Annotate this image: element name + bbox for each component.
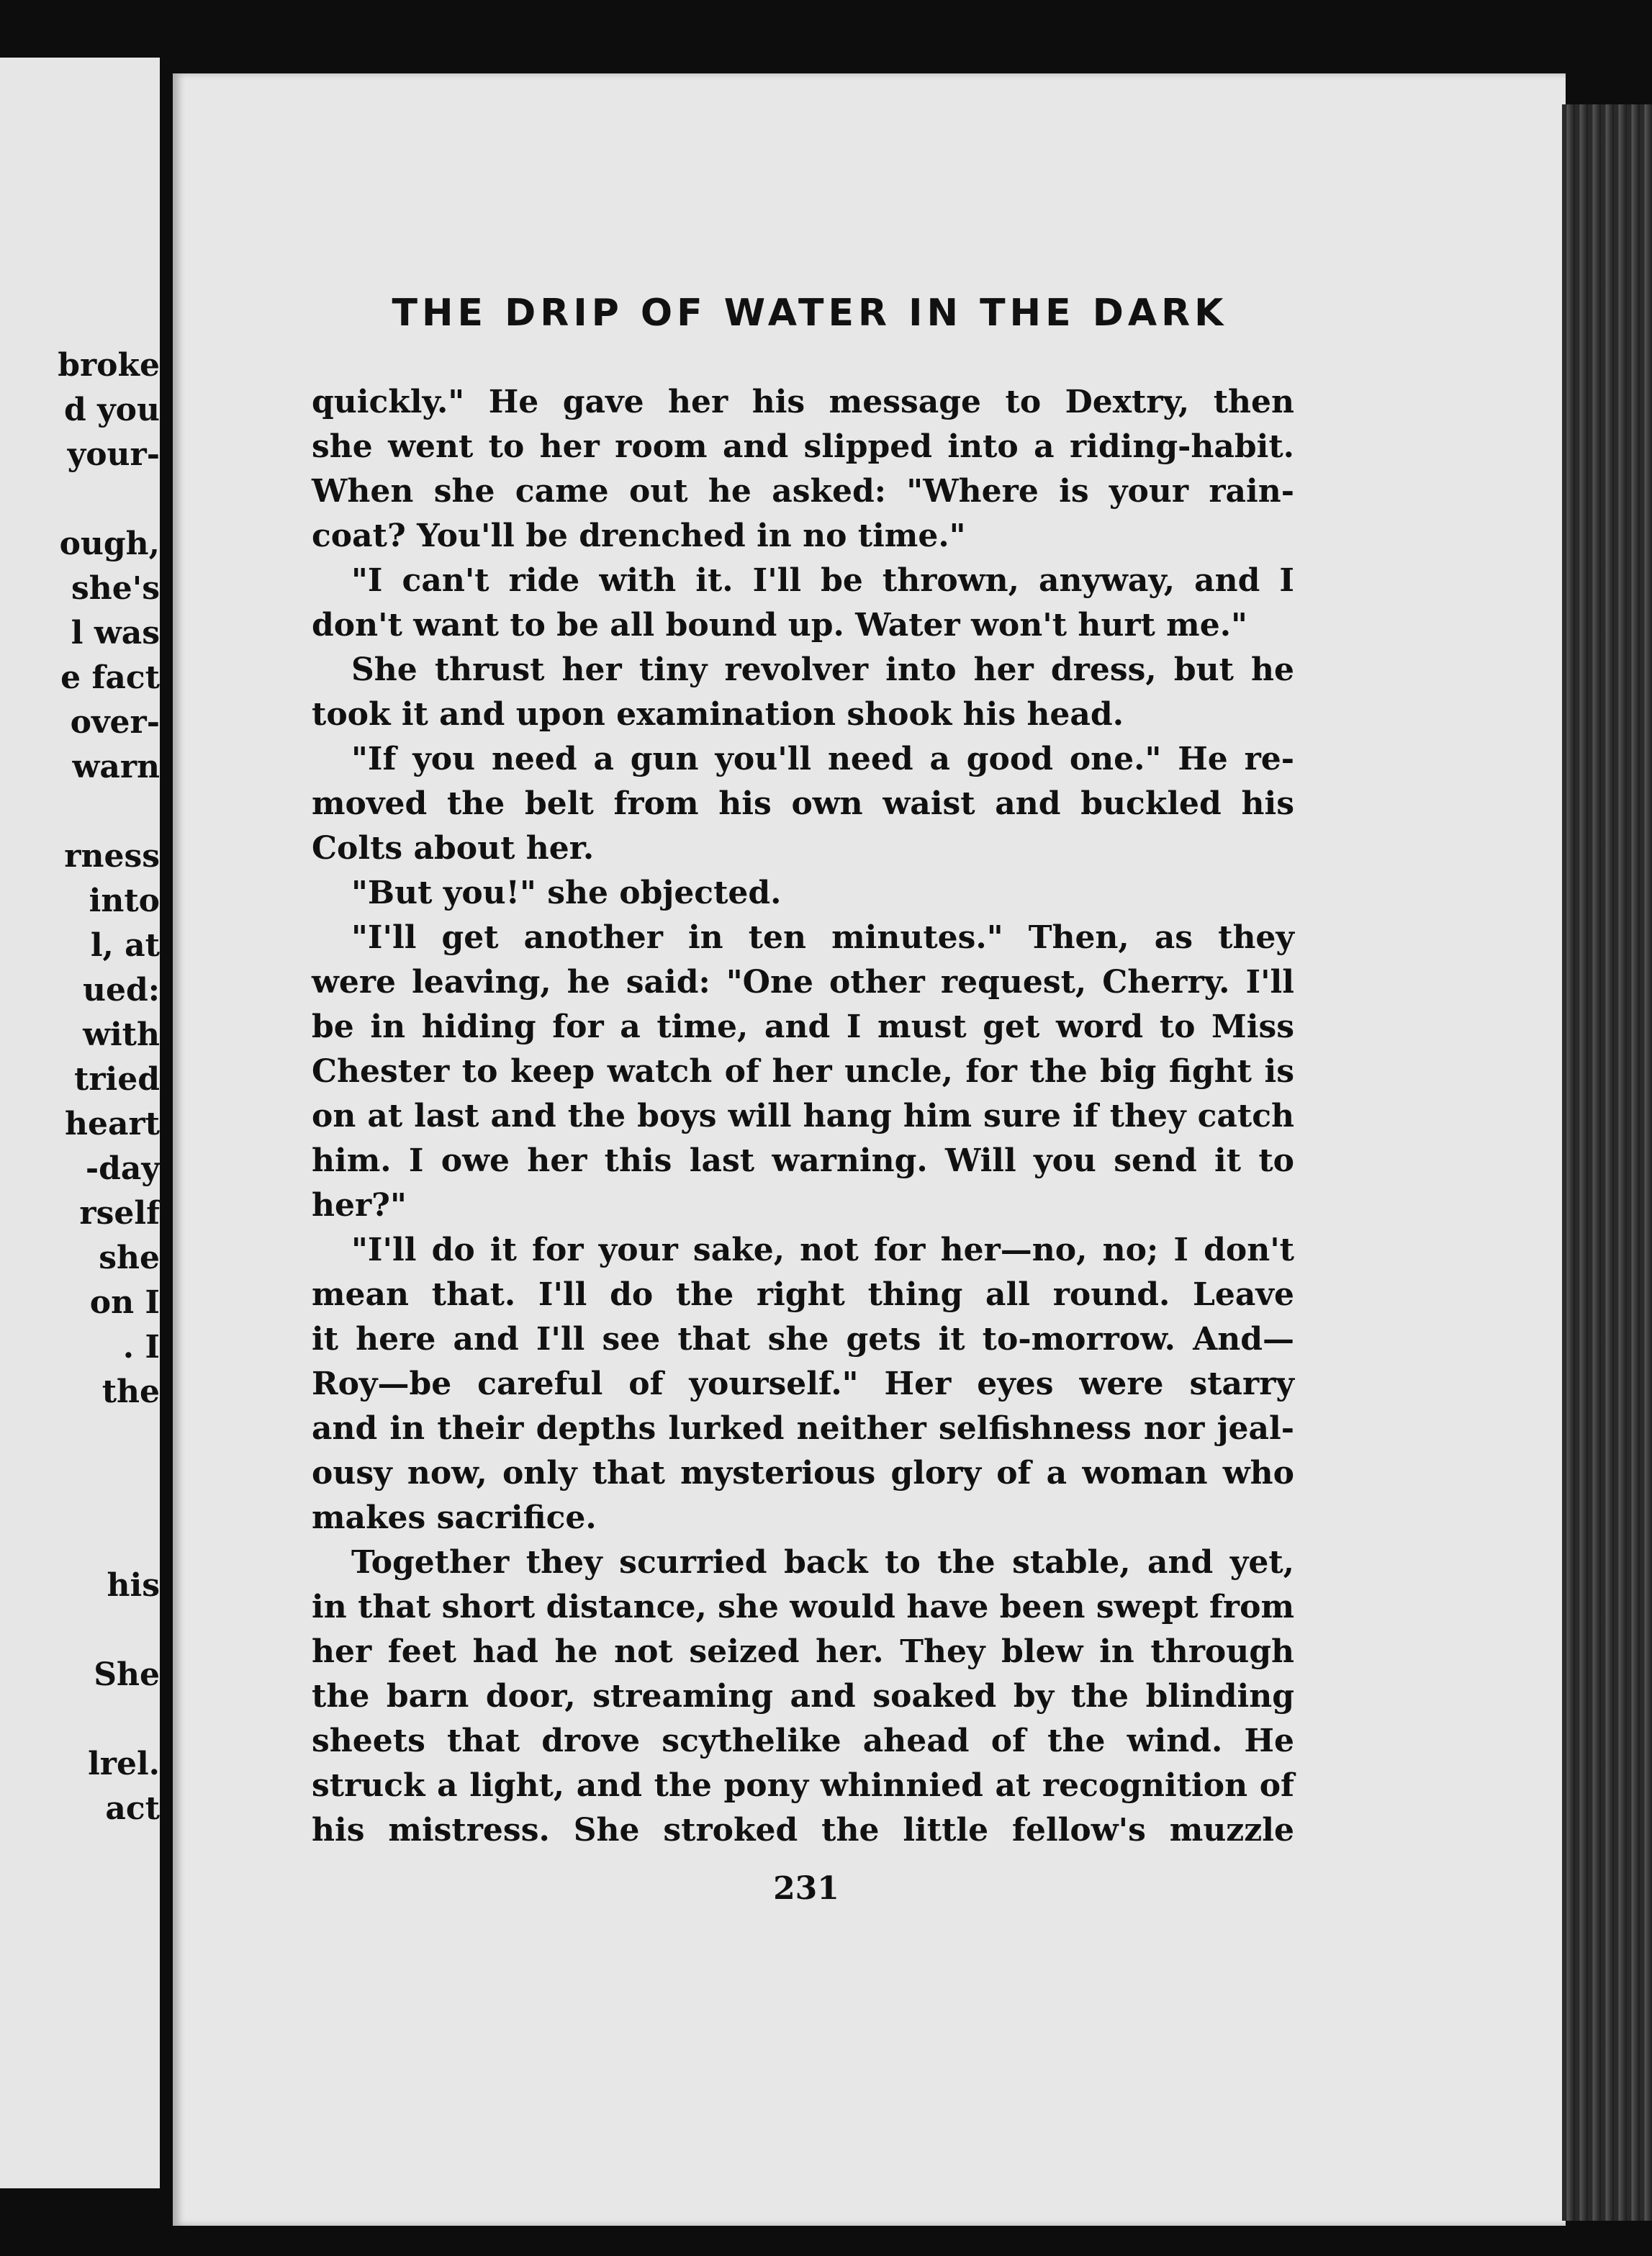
- text-line: don't want to be all bound up. Water won't hurt me.": [312, 607, 1247, 644]
- text-line: and in their depths lurked neither selfishness nor jeal-: [312, 1410, 1294, 1447]
- text-line: Chester to keep watch of her uncle, for the big fight is: [312, 1053, 1294, 1090]
- text-line: it here and I'll see that she gets it to-morrow. And—: [312, 1321, 1294, 1358]
- left-page-fragment: rness: [64, 838, 160, 875]
- text-line: him. I owe her this last warning. Will you send it to: [312, 1142, 1294, 1179]
- text-line: mean that. I'll do the right thing all round. Leave: [312, 1276, 1294, 1313]
- text-line: "I'll get another in ten minutes." Then, as they: [351, 919, 1294, 956]
- body-text: [312, 380, 1294, 1853]
- left-page-fragment: your-: [67, 436, 160, 473]
- text-line: ousy now, only that mysterious glory of a woman who: [312, 1455, 1294, 1492]
- text-line: her?": [312, 1187, 407, 1224]
- left-page-fragment: ued:: [83, 972, 160, 1009]
- left-page-fragment: l was: [71, 615, 160, 651]
- left-page-fragment: ough,: [59, 525, 160, 562]
- left-page-fragment: warn: [72, 749, 160, 785]
- text-line: "I can't ride with it. I'll be thrown, anyway, and I: [351, 562, 1294, 599]
- left-page-fragment: l, at: [90, 927, 160, 964]
- text-line: the barn door, streaming and soaked by the blinding: [312, 1678, 1294, 1715]
- left-page-fragment: -day: [85, 1150, 160, 1187]
- left-page-fragment: . I: [122, 1329, 160, 1366]
- left-page-fragment: into: [89, 883, 160, 919]
- left-page-fragment: rself: [79, 1195, 160, 1232]
- text-line: Together they scurried back to the stable, and yet,: [351, 1544, 1294, 1581]
- text-line: were leaving, he said: "One other request, Cherry. I'll: [312, 964, 1294, 1001]
- text-line: Colts about her.: [312, 830, 595, 867]
- left-page-fragment: on I: [89, 1284, 160, 1321]
- left-page-fragment: act: [105, 1790, 160, 1827]
- text-line: "If you need a gun you'll need a good one." He re-: [351, 741, 1294, 777]
- page-edges: [1562, 104, 1652, 2221]
- text-line: sheets that drove scythelike ahead of the wind. He: [312, 1723, 1294, 1759]
- text-line: be in hiding for a time, and I must get word to Miss: [312, 1009, 1294, 1045]
- text-line: Roy—be careful of yourself." Her eyes were starry: [312, 1366, 1294, 1402]
- text-line: his mistress. She stroked the little fellow's muzzle: [312, 1812, 1294, 1849]
- left-page-fragment: broke: [58, 347, 160, 384]
- text-line: her feet had he not seized her. They blew in through: [312, 1633, 1294, 1670]
- page-number: 231: [773, 1870, 839, 1907]
- left-page-fragment: d you: [64, 392, 160, 428]
- text-line: coat? You'll be drenched in no time.": [312, 518, 966, 554]
- text-line: on at last and the boys will hang him sure if they catch: [312, 1098, 1294, 1134]
- text-line: makes sacrifice.: [312, 1499, 597, 1536]
- left-page-fragment: heart: [65, 1106, 160, 1142]
- text-line: in that short distance, she would have been swept from: [312, 1589, 1294, 1625]
- text-line: quickly." He gave her his message to Dextry, then: [312, 384, 1294, 420]
- text-line: moved the belt from his own waist and buckled his: [312, 785, 1294, 822]
- left-page-fragment: e fact: [60, 659, 160, 696]
- left-page-fragment: over-: [70, 704, 160, 741]
- text-line: struck a light, and the pony whinnied at recognition of: [312, 1767, 1294, 1804]
- left-page-fragment: lrel.: [88, 1746, 160, 1782]
- text-line: she went to her room and slipped into a riding-habit.: [312, 428, 1294, 465]
- left-page-fragment: the: [101, 1373, 160, 1410]
- left-page-fragment: she's: [71, 570, 160, 607]
- text-line: took it and upon examination shook his head.: [312, 696, 1124, 733]
- text-line: She thrust her tiny revolver into her dress, but he: [351, 651, 1294, 688]
- text-line: "I'll do it for your sake, not for her—no, no; I don't: [351, 1232, 1294, 1268]
- left-page-fragment: his: [107, 1567, 160, 1604]
- text-line: When she came out he asked: "Where is your rain-: [312, 473, 1294, 510]
- text-line: "But you!" she objected.: [351, 875, 782, 911]
- facing-page-left: [0, 58, 160, 2188]
- running-head: THE DRIP OF WATER IN THE DARK: [392, 292, 1228, 335]
- left-page-fragment: she: [99, 1240, 160, 1276]
- left-page-fragment: with: [83, 1016, 160, 1053]
- left-page-fragment: She: [94, 1656, 160, 1693]
- left-page-fragment: tried: [74, 1061, 160, 1098]
